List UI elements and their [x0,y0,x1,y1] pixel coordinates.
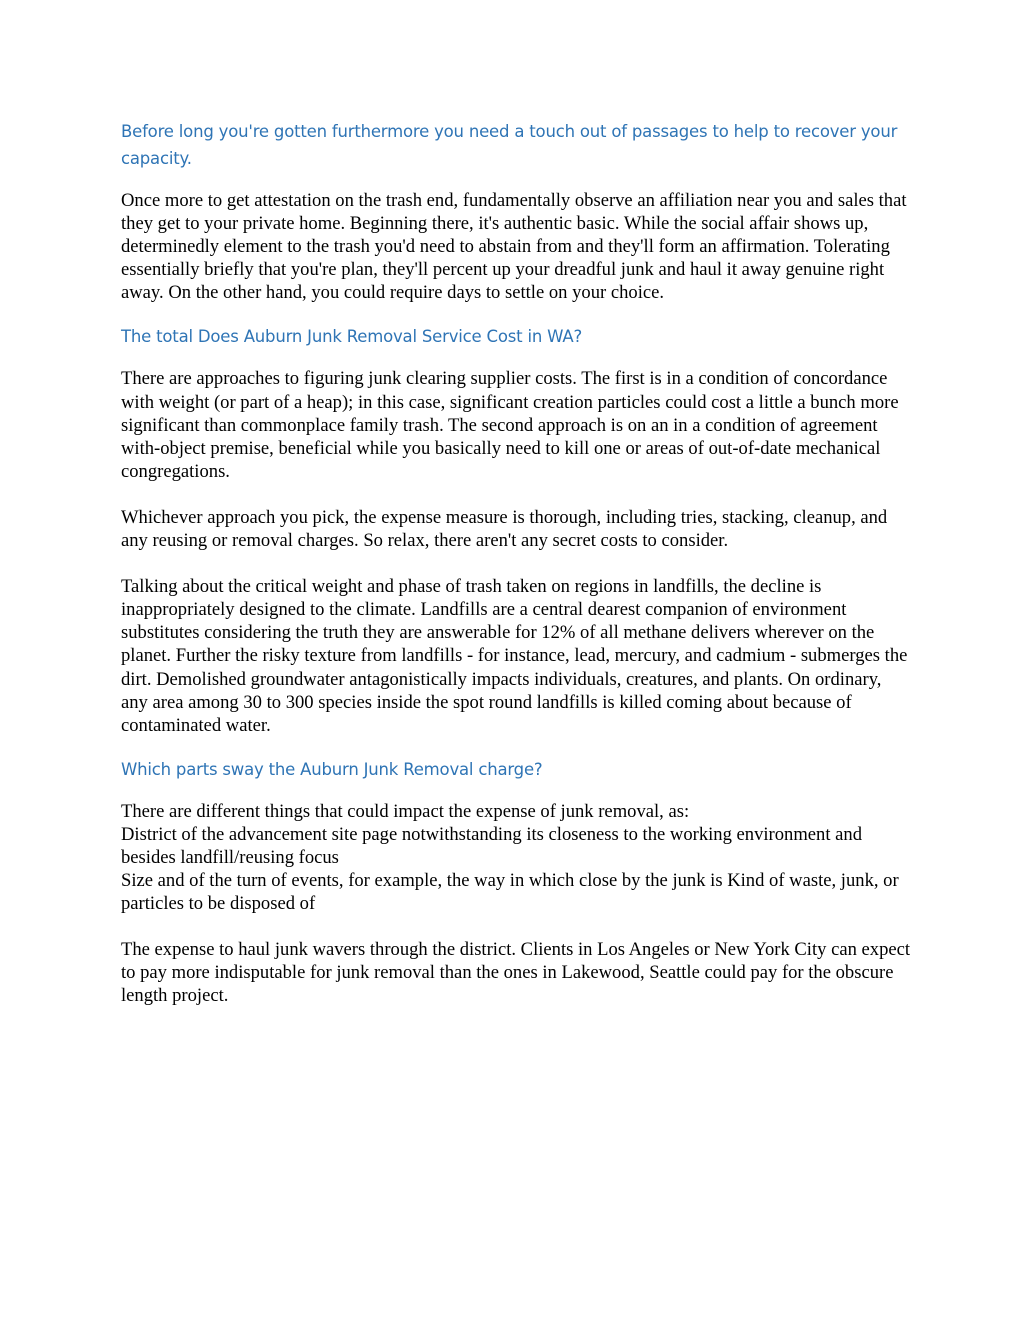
paragraph-landfills: Talking about the critical weight and phase of trash taken on regions in landfills, the decline is inappropriately designed to the climate. Landfills are a central dearest companion of environment substitutes considering the truth they are answerable for 12% of all methane delivers wherever on the planet. Further the risky texture from landfills - for instance, lead, mercury, and cadmium - submerges the dirt. Demolished groundwater antagonistically impacts individuals, creatures, and plants. On ordinary, any area among 30 to 300 species inside the spot round landfills is killed coming about because of contaminated water. [121,576,908,736]
factors-line-district: District of the advancement site page notwithstanding its closeness to the working environment and besides landfill/reusing focus [121,823,862,868]
factors-line-size: Size and of the turn of events, for example, the way in which close by the junk is Kind of waste, junk, or particles to be disposed of [121,870,899,915]
document-body [121,118,911,1008]
section-heading-factors: Which parts sway the Auburn Junk Removal charge? [121,759,543,779]
paragraph-district-expense: The expense to haul junk wavers through the district. Clients in Los Angeles or New York City can expect to pay more indisputable for junk removal than the ones in Lakewood, Seattle could pay for the obscure length project. [121,939,911,1007]
factors-line-intro: There are different things that could impact the expense of junk removal, as: [121,800,690,822]
paragraph-approaches: There are approaches to figuring junk clearing supplier costs. The first is in a condition of concordance with weight (or part of a heap); in this case, significant creation particles could cost a little a bunch more significant than commonplace family trash. The second approach is on an in a condition of agreement with-object premise, beneficial while you basically need to kill one or areas of out-of-date mechanical congregations. [121,368,899,482]
paragraph-expense-measure: Whichever approach you pick, the expense measure is thorough, including tries, stacking, cleanup, and any reusing or removal charges. So relax, there aren't any secret costs to consider. [121,506,888,552]
paragraph-factors [121,800,911,915]
section-heading-cost: The total Does Auburn Junk Removal Service Cost in WA? [121,327,582,347]
paragraph-attestation: Once more to get attestation on the trash end, fundamentally observe an affiliation near you and sales that they get to your private home. Beginning there, it's authentic basic. While the social affair shows up, determinedly element to the trash you'd need to abstain from and they'll form an affirmation. Tolerating essentially briefly that you're plan, they'll percent up your dreadful junk and haul it away genuine right away. On the other hand, you could require days to settle on your choice. [121,190,907,304]
intro-heading: Before long you're gotten furthermore you need a touch out of passages to help to recover your capacity. [121,122,898,168]
